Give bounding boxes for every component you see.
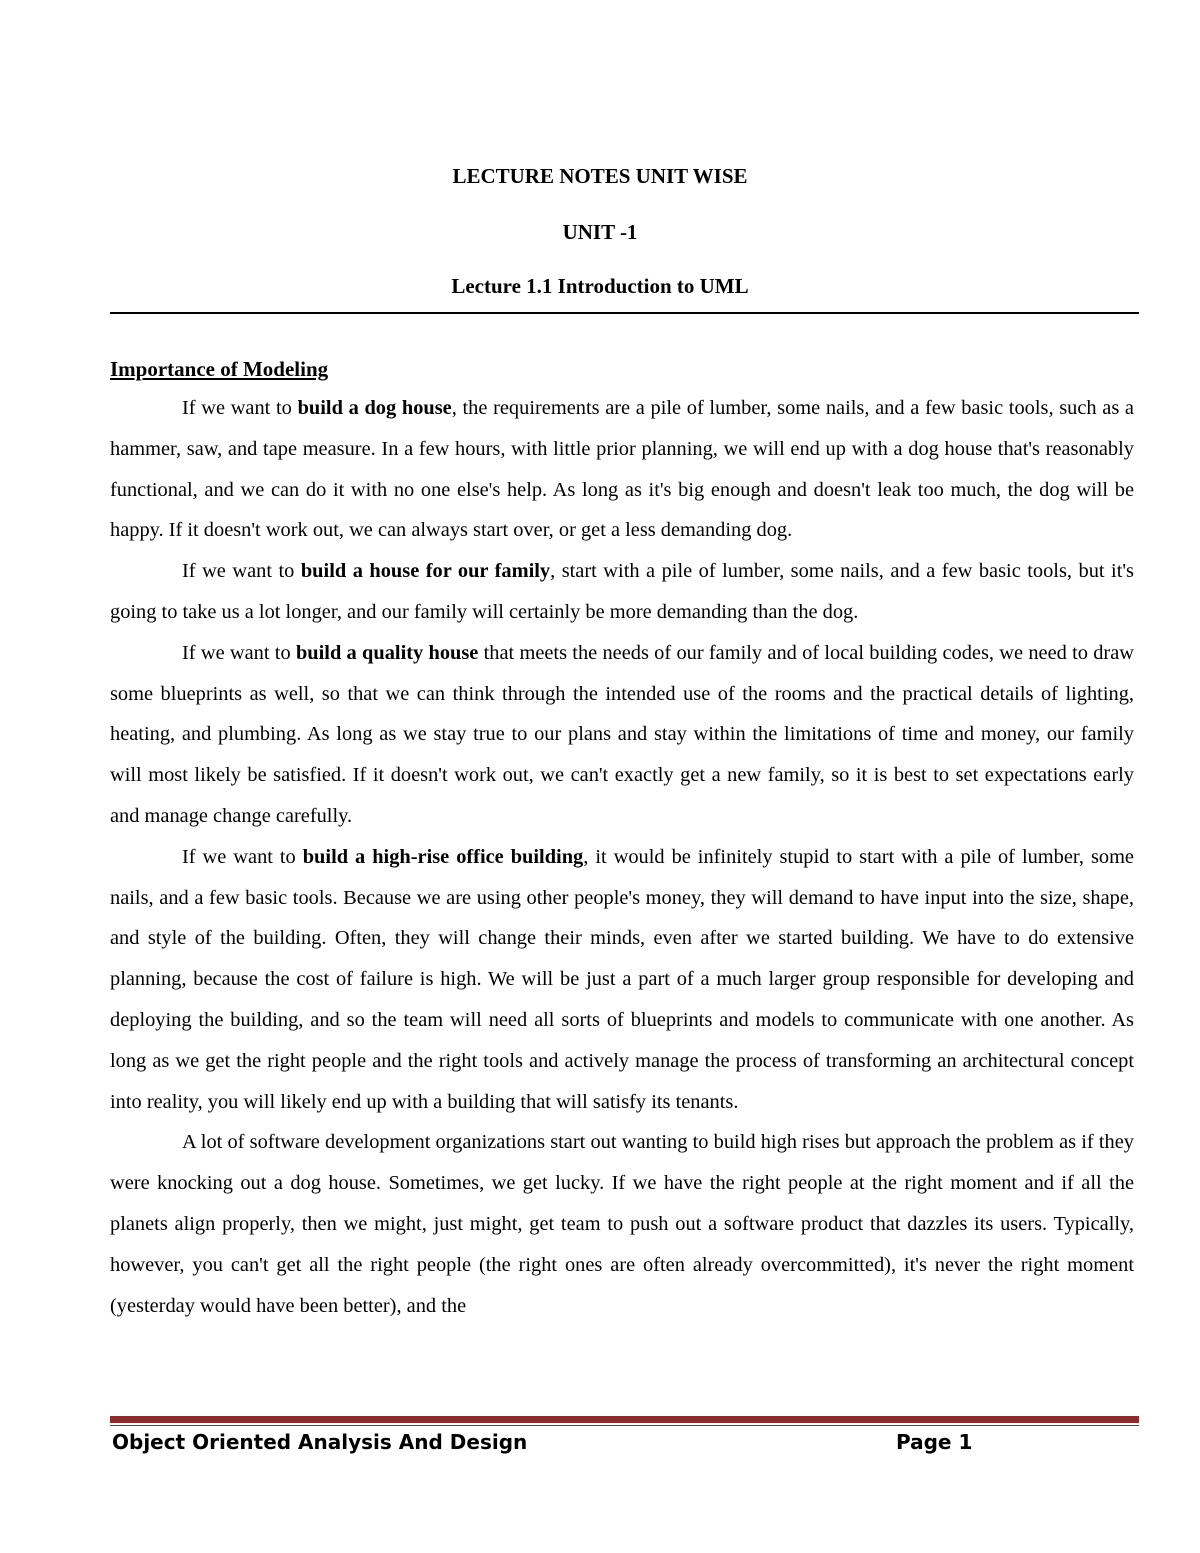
paragraph xyxy=(110,633,1134,837)
footer-page-number: Page 1 xyxy=(896,1430,973,1454)
body-text xyxy=(110,388,1134,1326)
paragraph-emphasis: build a dog house xyxy=(297,397,452,419)
paragraph-text: , it would be infinitely stupid to start with a pile of lumber, some nails, and a few basic tools. Because we are using other people's money, they will demand to have input into the size, shape, and style of the building. Often, they will change their minds, even after we started building. We have to do extensive planning, because the cost of failure is high. We will be just a part of a much larger group responsible for developing and deploying the building, and so the team will need all sorts of blueprints and models to communicate with one another. As long as we get the right people and the right tools and actively manage the process of transforming an architectural concept into reality, you will likely end up with a building that will satisfy its tenants. xyxy=(110,845,1134,1113)
paragraph xyxy=(110,388,1134,551)
section-heading: Importance of Modeling xyxy=(110,357,329,381)
paragraph-emphasis: build a quality house xyxy=(295,641,479,664)
paragraph-text: A lot of software development organizations start out wanting to build high rises but approach the problem as if they were knocking out a dog house. Sometimes, we get lucky. If we have the right people at the right moment and if all the planets align properly, then we might, just might, get team to push out a software product that dazzles its users. Typically, however, you can't get all the right people (the right ones are often already overcommitted), it's never the right moment (yesterday would have been better), and the xyxy=(110,1131,1134,1317)
paragraph xyxy=(110,551,1134,633)
doc-title: LECTURE NOTES UNIT WISE xyxy=(452,164,748,188)
paragraph-emphasis: build a high-rise office building xyxy=(302,845,584,868)
paragraph-text: If we want to xyxy=(182,641,296,664)
paragraph-text: If we want to xyxy=(182,397,298,419)
paragraph-text: , the requirements are a pile of lumber, some nails, and a few basic tools, such as a hammer, saw, and tape measure. In a few hours, with little prior planning, we will end up with a dog house that's reasonably functional, and we can do it with no one else's help. As long as it's big enough and doesn't leak too much, the dog will be happy. If it doesn't work out, we can always start over, or get a less demanding dog. xyxy=(110,397,1134,542)
paragraph-text: that meets the needs of our family and of local building codes, we need to draw some blueprints as well, so that we can think through the intended use of the rooms and the practical details of lighting, heating, and plumbing. As long as we stay true to our plans and stay within the limitations of time and money, our family will most likely be satisfied. If it doesn't work out, we can't exactly get a new family, so it is best to set expectations early and manage change carefully. xyxy=(110,641,1134,827)
paragraph-emphasis: build a house for our family xyxy=(300,560,551,583)
footer-course-title: Object Oriented Analysis And Design xyxy=(112,1430,528,1454)
footer-divider xyxy=(110,1416,1139,1423)
paragraph-text: If we want to xyxy=(182,560,301,583)
unit-title: UNIT -1 xyxy=(562,220,638,244)
paragraph xyxy=(110,1122,1134,1326)
paragraph-text: If we want to xyxy=(182,845,303,868)
lecture-title: Lecture 1.1 Introduction to UML xyxy=(451,274,749,298)
paragraph xyxy=(110,837,1134,1123)
header-divider xyxy=(110,312,1139,314)
footer-divider-thin xyxy=(110,1425,1139,1426)
paragraph-text: , start with a pile of lumber, some nails, and a few basic tools, but it's going to take us a lot longer, and our family will certainly be more demanding than the dog. xyxy=(110,560,1134,623)
